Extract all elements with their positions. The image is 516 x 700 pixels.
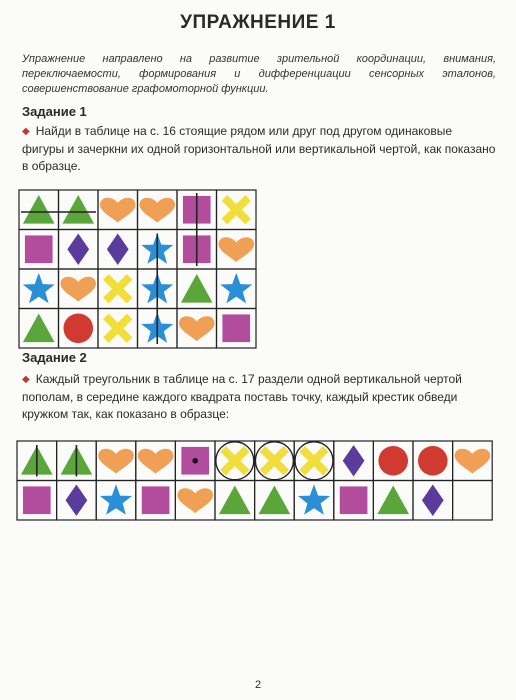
square-icon bbox=[23, 486, 51, 514]
table-cell bbox=[59, 190, 99, 230]
table-cell bbox=[413, 441, 453, 481]
bullet-icon: ◆ bbox=[22, 126, 30, 137]
table-cell bbox=[413, 481, 453, 521]
table-cell bbox=[177, 269, 217, 309]
table-cell bbox=[59, 230, 99, 270]
task1-heading: Задание 1 bbox=[22, 104, 87, 119]
circle-icon bbox=[418, 446, 448, 476]
task2-heading: Задание 2 bbox=[22, 350, 87, 365]
heart-icon bbox=[177, 488, 213, 513]
cross-icon bbox=[106, 316, 130, 340]
table-cell bbox=[59, 269, 99, 309]
task2-table bbox=[17, 441, 492, 520]
bullet-icon: ◆ bbox=[22, 374, 30, 385]
exercise-intro: Упражнение направлено на развитие зрительной координации, внимания, переключаемости, формирования и дифференциации сенсорных эталонов, совершенствование графомоторной функции. bbox=[22, 53, 496, 95]
table-cell bbox=[453, 441, 493, 481]
table-cell bbox=[217, 309, 257, 349]
square-icon bbox=[222, 314, 250, 342]
diamond-icon bbox=[343, 445, 365, 477]
diamond-icon bbox=[66, 484, 88, 516]
triangle-icon bbox=[377, 485, 409, 514]
table-cell bbox=[175, 481, 215, 521]
table-cell bbox=[217, 269, 257, 309]
cross-icon bbox=[106, 277, 130, 301]
triangle-icon bbox=[259, 485, 291, 514]
table-cell bbox=[373, 481, 413, 521]
table-cell bbox=[17, 481, 57, 521]
heart-icon bbox=[179, 316, 215, 341]
triangle-icon bbox=[23, 313, 55, 342]
circle-icon bbox=[378, 446, 408, 476]
star-icon bbox=[220, 273, 252, 303]
heart-icon bbox=[100, 198, 136, 223]
square-icon bbox=[25, 235, 53, 263]
table-cell bbox=[57, 481, 97, 521]
table-cell bbox=[334, 441, 374, 481]
table-cell bbox=[19, 190, 59, 230]
table-cell bbox=[136, 481, 176, 521]
table-cell bbox=[294, 481, 334, 521]
diamond-icon bbox=[107, 233, 129, 265]
heart-icon bbox=[218, 237, 254, 262]
table-cell bbox=[19, 309, 59, 349]
table-cell bbox=[19, 269, 59, 309]
task1-table bbox=[19, 190, 256, 348]
table-cell bbox=[136, 441, 176, 481]
cross-icon bbox=[302, 449, 326, 473]
table-cell bbox=[19, 230, 59, 270]
table-cell bbox=[217, 190, 257, 230]
square-icon bbox=[142, 486, 170, 514]
table-cell bbox=[98, 309, 138, 349]
heart-icon bbox=[60, 277, 96, 302]
table-cell bbox=[98, 230, 138, 270]
page-title: УПРАЖНЕНИЕ 1 bbox=[180, 12, 336, 33]
sample-dot bbox=[192, 458, 198, 464]
triangle-icon bbox=[219, 485, 251, 514]
heart-icon bbox=[455, 449, 491, 474]
table-cell bbox=[373, 441, 413, 481]
diamond-icon bbox=[422, 484, 444, 516]
table-cell bbox=[177, 309, 217, 349]
table-cell bbox=[215, 481, 255, 521]
star-icon bbox=[100, 484, 132, 514]
cross-icon bbox=[223, 449, 247, 473]
task2-text: Каждый треугольник в таблице на с. 17 раздели одной вертикальной чертой пополам, в середине каждого квадрата поставь точку, каждый крестик обведи кружком так, как показано в образце: bbox=[22, 372, 462, 421]
circle-icon bbox=[63, 313, 93, 343]
table-cell bbox=[138, 190, 178, 230]
triangle-icon bbox=[181, 274, 213, 303]
heart-icon bbox=[138, 449, 174, 474]
table-cell bbox=[453, 481, 493, 521]
task1-text: Найди в таблице на с. 16 стоящие рядом или друг под другом одинаковые фигуры и зачеркни их одной горизонтальной или вертикальной чертой, как показано в образце. bbox=[22, 124, 496, 173]
triangle-icon bbox=[62, 195, 94, 224]
heart-icon bbox=[98, 449, 134, 474]
cross-icon bbox=[224, 198, 248, 222]
table-cell bbox=[96, 441, 136, 481]
table-cell bbox=[255, 481, 295, 521]
diamond-icon bbox=[67, 233, 89, 265]
star-icon bbox=[23, 273, 55, 303]
table-cell bbox=[217, 230, 257, 270]
square-icon bbox=[340, 486, 368, 514]
table-cell bbox=[59, 309, 99, 349]
table-cell bbox=[98, 190, 138, 230]
cross-icon bbox=[263, 449, 287, 473]
table-cell bbox=[98, 269, 138, 309]
table-cell bbox=[96, 481, 136, 521]
heart-icon bbox=[139, 198, 175, 223]
star-icon bbox=[298, 484, 330, 514]
triangle-icon bbox=[23, 195, 55, 224]
page-number: 2 bbox=[254, 679, 262, 691]
table-cell bbox=[334, 481, 374, 521]
